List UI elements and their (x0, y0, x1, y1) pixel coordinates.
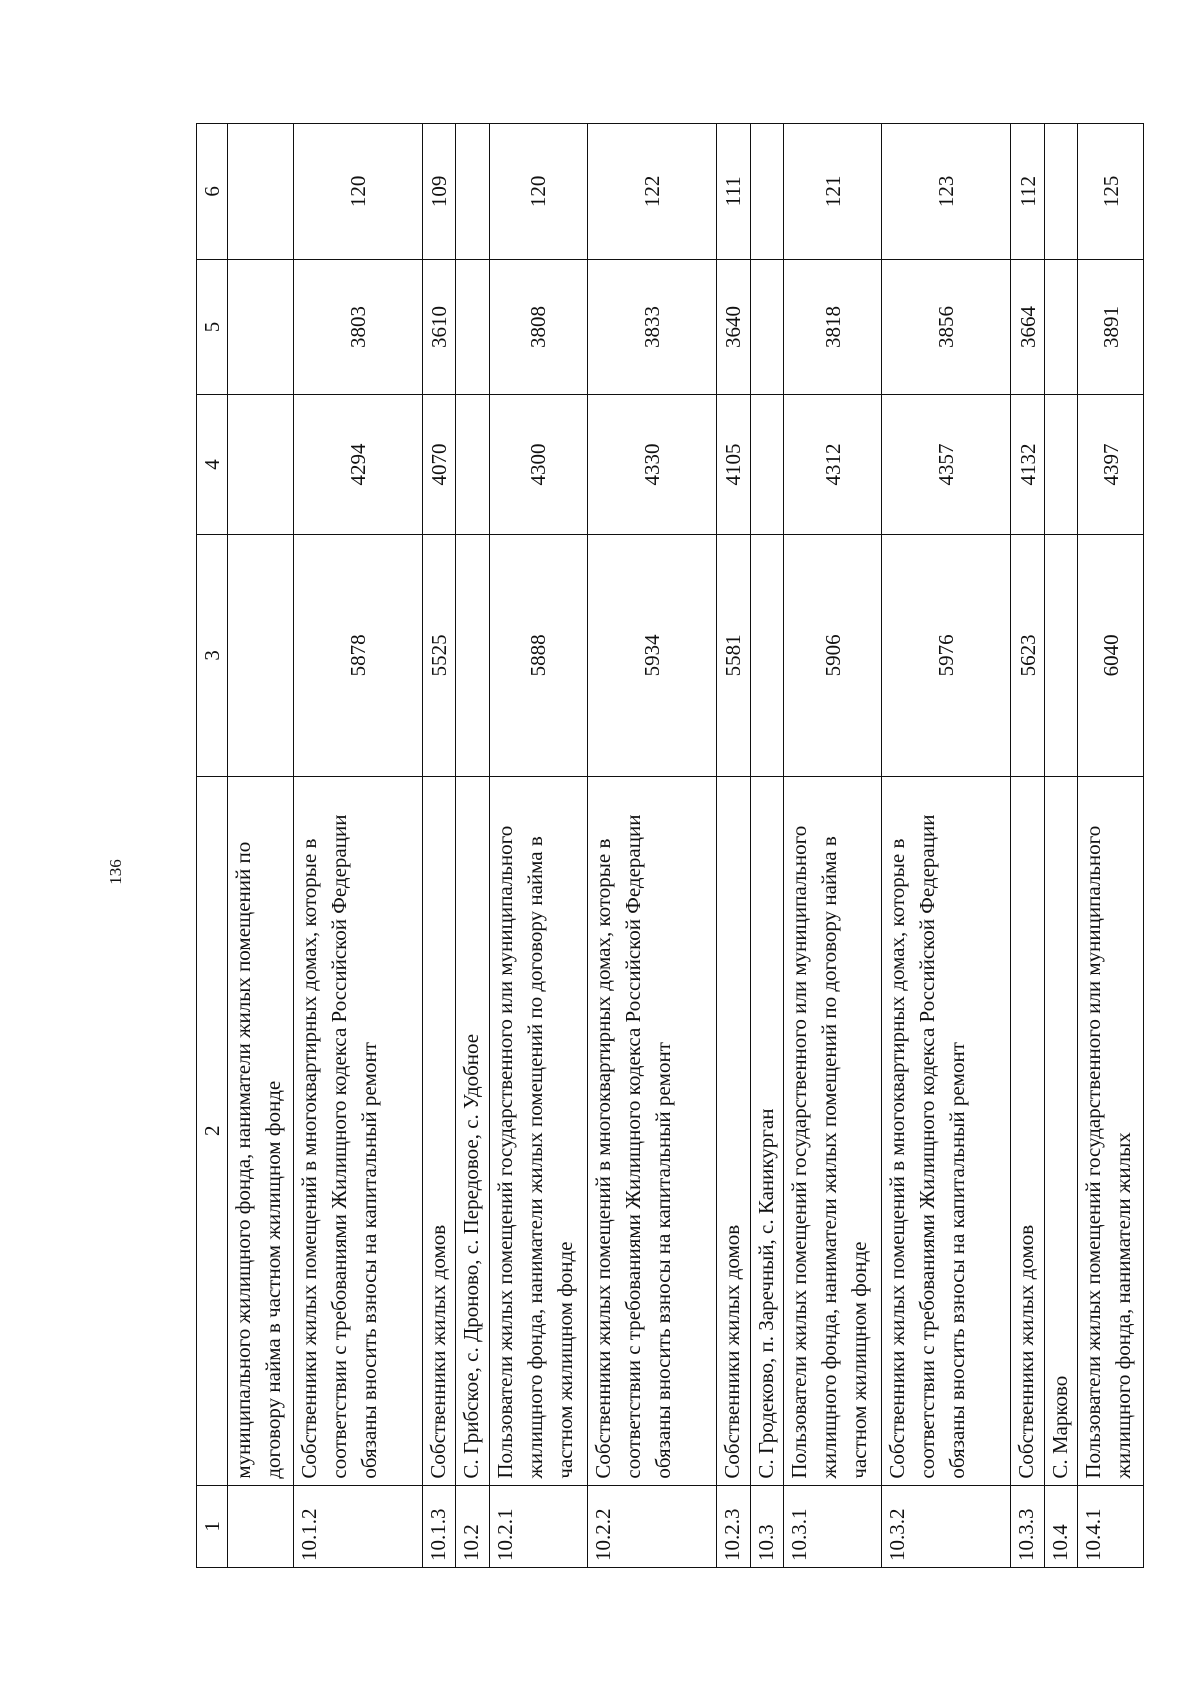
row-value-col5: 3664 (1011, 259, 1044, 395)
table-row (1078, 124, 1144, 1568)
row-value-col3: 5934 (587, 534, 716, 776)
row-code: 10.4 (1044, 1485, 1077, 1567)
row-code: 10.2.3 (717, 1485, 750, 1567)
row-value-col6 (1044, 124, 1077, 260)
tariff-table (196, 123, 1144, 1568)
row-value-col3 (456, 534, 489, 776)
table-row (717, 124, 750, 1568)
row-description: Собственники жилых домов (423, 776, 456, 1485)
table-row (587, 124, 716, 1568)
row-value-col5: 3610 (423, 259, 456, 395)
row-value-col5: 3833 (587, 259, 716, 395)
row-value-col3 (1044, 534, 1077, 776)
row-value-col5 (1044, 259, 1077, 395)
table-row (1011, 124, 1044, 1568)
row-code: 10.2 (456, 1485, 489, 1567)
row-description: С. Грибское, с. Дроново, с. Передовое, с. Удобное (456, 776, 489, 1485)
row-value-col4: 4357 (882, 395, 1011, 534)
row-value-col6: 121 (784, 124, 882, 260)
row-value-col4: 4312 (784, 395, 882, 534)
table-row (882, 124, 1011, 1568)
row-value-col5: 3818 (784, 259, 882, 395)
row-value-col6: 111 (717, 124, 750, 260)
row-value-col4: 4070 (423, 395, 456, 534)
row-code: 10.1.3 (423, 1485, 456, 1567)
row-value-col4 (1044, 395, 1077, 534)
page-number: 136 (106, 859, 125, 885)
header-col-1: 1 (197, 1485, 228, 1567)
table-row-section (456, 124, 489, 1568)
table-row (489, 124, 587, 1568)
row-description: Собственники жилых помещений в многоквартирных домах, которые в соответствии с требованиями Жилищного кодекса Российской Федерации обязаны вносить взносы на капитальный ремонт (293, 776, 422, 1485)
row-value-col5: 3803 (293, 259, 422, 395)
row-code: 10.3 (750, 1485, 783, 1567)
row-value-col5: 3891 (1078, 259, 1144, 395)
table-row (784, 124, 882, 1568)
row-value-col4: 4330 (587, 395, 716, 534)
row-value-col5 (456, 259, 489, 395)
header-col-3: 3 (197, 534, 228, 776)
row-value-col6 (456, 124, 489, 260)
row-value-col4 (456, 395, 489, 534)
row-value-col4 (750, 395, 783, 534)
row-value-col4: 4294 (293, 395, 422, 534)
row-code (228, 1485, 294, 1567)
row-value-col4: 4132 (1011, 395, 1044, 534)
row-value-col6: 125 (1078, 124, 1144, 260)
row-value-col6: 122 (587, 124, 716, 260)
row-description: Собственники жилых домов (1011, 776, 1044, 1485)
row-code: 10.3.3 (1011, 1485, 1044, 1567)
row-value-col6 (228, 124, 294, 260)
row-value-col5 (228, 259, 294, 395)
row-value-col5: 3856 (882, 259, 1011, 395)
row-description: муниципального жилищного фонда, наниматели жилых помещений по договору найма в частном жилищном фонде (228, 776, 294, 1485)
row-value-col6 (750, 124, 783, 260)
row-description: Пользователи жилых помещений государственного или муниципального жилищного фонда, наниматели жилых (1078, 776, 1144, 1485)
header-row (197, 124, 228, 1568)
row-value-col5: 3640 (717, 259, 750, 395)
table-row-section (750, 124, 783, 1568)
row-value-col4: 4300 (489, 395, 587, 534)
table-container (196, 123, 1144, 1568)
header-col-6: 6 (197, 124, 228, 260)
row-value-col6: 123 (882, 124, 1011, 260)
row-value-col3: 5623 (1011, 534, 1044, 776)
row-value-col5: 3808 (489, 259, 587, 395)
header-col-2: 2 (197, 776, 228, 1485)
row-value-col3: 5581 (717, 534, 750, 776)
row-value-col3 (228, 534, 294, 776)
row-value-col3 (750, 534, 783, 776)
header-col-5: 5 (197, 259, 228, 395)
row-value-col3: 5906 (784, 534, 882, 776)
row-description: Собственники жилых домов (717, 776, 750, 1485)
table-row (228, 124, 294, 1568)
row-description: С. Гродеково, п. Заречный, с. Каникурган (750, 776, 783, 1485)
row-value-col6: 112 (1011, 124, 1044, 260)
row-value-col3: 6040 (1078, 534, 1144, 776)
row-value-col6: 109 (423, 124, 456, 260)
table-row (423, 124, 456, 1568)
row-code: 10.4.1 (1078, 1485, 1144, 1567)
row-code: 10.2.2 (587, 1485, 716, 1567)
row-description: С. Марково (1044, 776, 1077, 1485)
row-description: Пользователи жилых помещений государственного или муниципального жилищного фонда, наниматели жилых помещений по договору найма в частном жилищном фонде (489, 776, 587, 1485)
row-description: Собственники жилых помещений в многоквартирных домах, которые в соответствии с требованиями Жилищного кодекса Российской Федерации обязаны вносить взносы на капитальный ремонт (882, 776, 1011, 1485)
table-row-section (1044, 124, 1077, 1568)
row-code: 10.3.2 (882, 1485, 1011, 1567)
row-code: 10.1.2 (293, 1485, 422, 1567)
row-value-col4: 4105 (717, 395, 750, 534)
row-value-col4 (228, 395, 294, 534)
row-value-col5 (750, 259, 783, 395)
row-description: Собственники жилых помещений в многоквартирных домах, которые в соответствии с требованиями Жилищного кодекса Российской Федерации обязаны вносить взносы на капитальный ремонт (587, 776, 716, 1485)
row-value-col3: 5878 (293, 534, 422, 776)
row-value-col6: 120 (293, 124, 422, 260)
row-value-col3: 5888 (489, 534, 587, 776)
header-col-4: 4 (197, 395, 228, 534)
row-code: 10.3.1 (784, 1485, 882, 1567)
row-value-col3: 5976 (882, 534, 1011, 776)
table-row (293, 124, 422, 1568)
rotated-table (196, 123, 1144, 1568)
row-value-col6: 120 (489, 124, 587, 260)
row-value-col4: 4397 (1078, 395, 1144, 534)
row-code: 10.2.1 (489, 1485, 587, 1567)
row-description: Пользователи жилых помещений государственного или муниципального жилищного фонда, наниматели жилых помещений по договору найма в частном жилищном фонде (784, 776, 882, 1485)
row-value-col3: 5525 (423, 534, 456, 776)
